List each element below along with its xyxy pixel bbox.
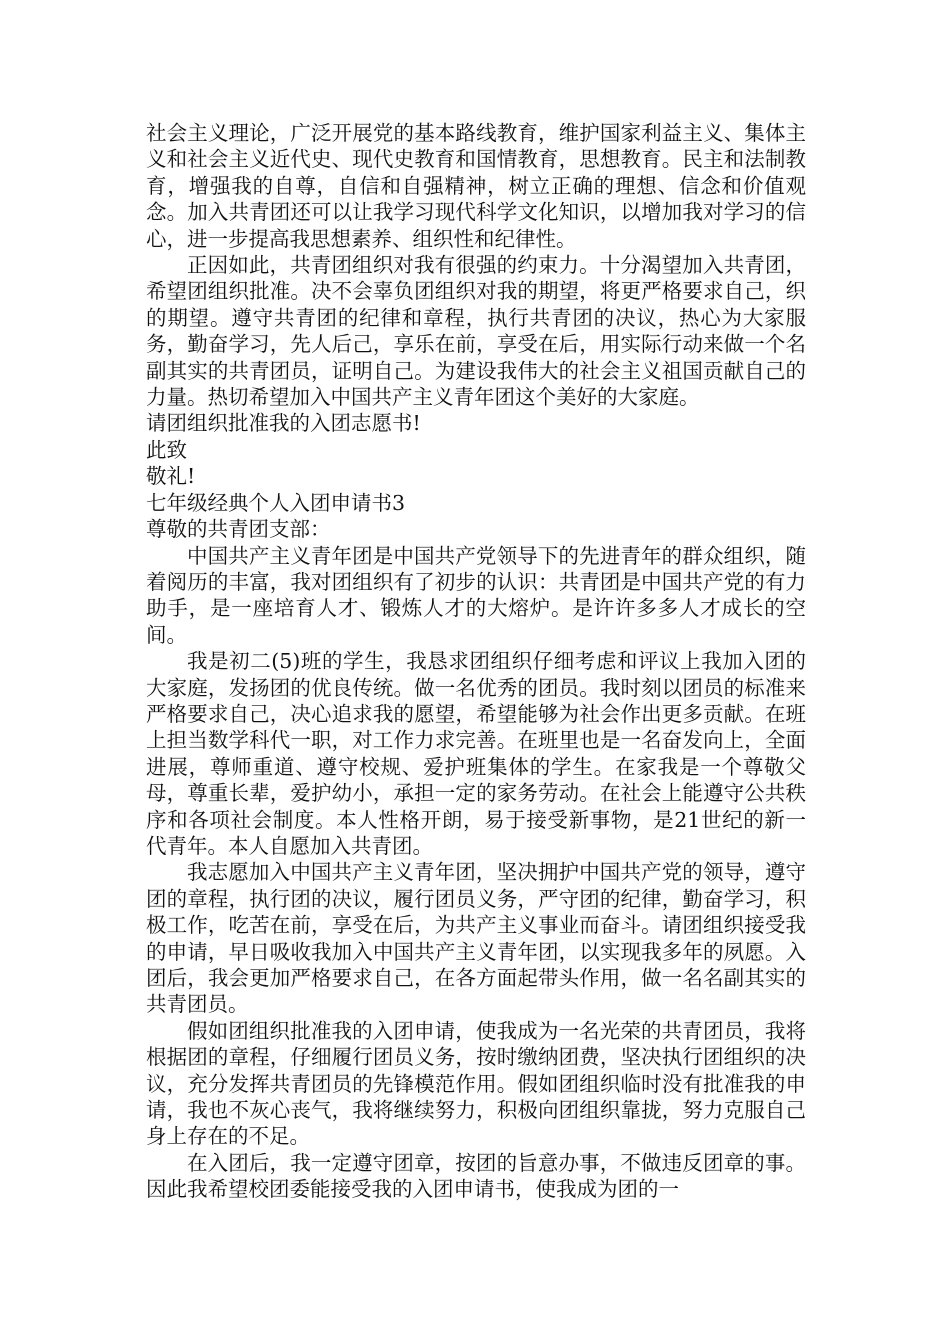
addressee-line: 尊敬的共青团支部：: [146, 517, 331, 542]
paragraph-9: 我是初二(5)班的学生，我恳求团组织仔细考虑和评议上我加入团的大家庭，发扬团的优良传统。做一名优秀的团员。我时刻以团员的标准来严格要求自己，决心追求我的愿望，希望能够为社会作出更多贡献。在班上担当数学科代一职，对工作力求完善。在班里也是一名奋发向上，全面进展，尊师重道、遵守校规、爱护班集体的学生。在家我是一个尊敬父母，尊重长辈，爱护幼小，承担一定的家务劳动。在社会上能遵守公共秩序和各项社会制度。本人性格开朗，易于接受新事物，是21世纪的新一代青年。本人自愿加入共青团。: [146, 649, 806, 858]
paragraph-11: 假如团组织批准我的入团申请，使我成为一名光荣的共青团员，我将根据团的章程，仔细履行团员义务，按时缴纳团费，坚决执行团组织的决议，充分发挥共青团员的先锋模范作用。假如团组织临时没有批准我的申请，我也不灰心丧气，我将继续努力，积极向团组织靠拢，努力克服自己身上存在的不足。: [146, 1018, 806, 1149]
paragraph-2: 正因如此，共青团组织对我有很强的约束力。十分渴望加入共青团，希望团组织批准。决不会辜负团组织对我的期望，将更严格要求自己，织的期望。遵守共青团的纪律和章程，执行共青团的决议，热心为大家服务，勤奋学习，先人后己，享乐在前，享受在后，用实际行动来做一个名副其实的共青团员，证明自己。为建设我伟大的社会主义祖国贡献自己的力量。热切希望加入中国共产主义青年团这个美好的大家庭。: [146, 253, 806, 410]
section-title: 七年级经典个人入团申请书3: [146, 490, 406, 515]
paragraph-10: 我志愿加入中国共产主义青年团，坚决拥护中国共产党的领导，遵守团的章程，执行团的决议，履行团员义务，严守团的纪律，勤奋学习，积极工作，吃苦在前，享受在后，为共产主义事业而奋斗。请团组织接受我的申请，早日吸收我加入中国共产主义青年团，以实现我多年的夙愿。入团后，我会更加严格要求自己，在各方面起带头作用，做一名名副其实的共青团员。: [146, 860, 806, 1017]
paragraph-8: 中国共产主义青年团是中国共产党领导下的先进青年的群众组织，随着阅历的丰富，我对团组织有了初步的认识：共青团是中国共产党的有力助手，是一座培育人才、锻炼人才的大熔炉。是许许多多人才成长的空间。: [146, 543, 806, 647]
paragraph-3: 请团组织批准我的入团志愿书!: [146, 411, 421, 436]
document-page: [146, 120, 806, 1203]
paragraph-12: 在入团后，我一定遵守团章，按团的旨意办事，不做违反团章的事。因此我希望校团委能接受我的入团申请书，使我成为团的一: [146, 1150, 806, 1202]
salutation-line: 此致: [146, 437, 187, 462]
paragraph-1: 社会主义理论，广泛开展党的基本路线教育，维护国家利益主义、集体主义和社会主义近代史、现代史教育和国情教育，思想教育。民主和法制教育，增强我的自尊，自信和自强精神，树立正确的理想、信念和价值观念。加入共青团还可以让我学习现代科学文化知识，以增加我对学习的信心，进一步提高我思想素养、组织性和纪律性。: [146, 121, 806, 251]
closing-line: 敬礼!: [146, 464, 196, 489]
